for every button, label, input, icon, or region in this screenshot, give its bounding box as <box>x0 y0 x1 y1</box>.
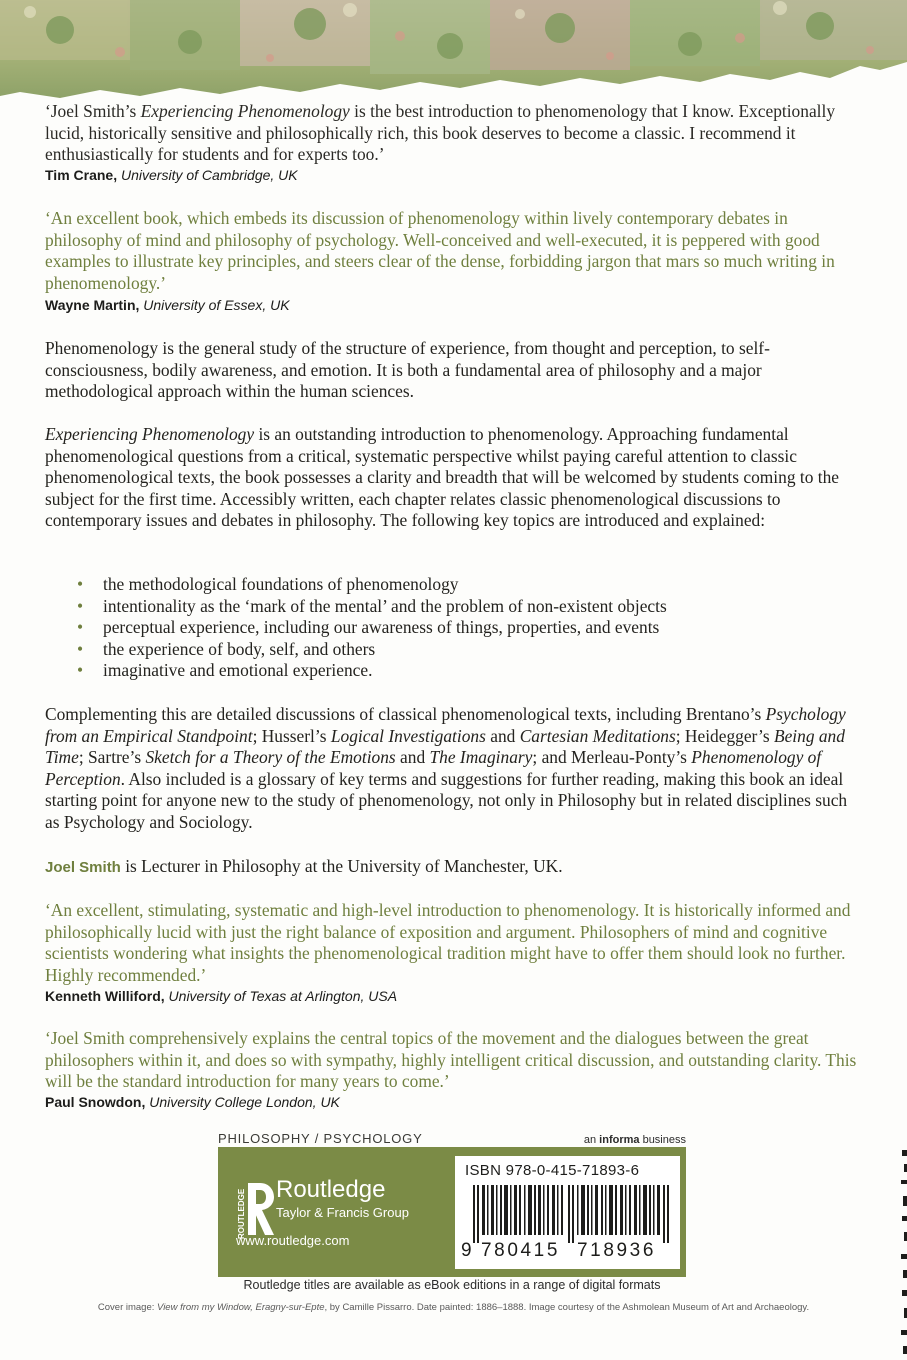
bullet-icon: • <box>77 574 84 594</box>
work-title: Logical Investigations <box>330 725 486 746</box>
bullet-icon: • <box>77 617 84 638</box>
tagline-text: business <box>639 1134 686 1146</box>
paragraph-text: . Also included is a glossary of key terms and suggestions for further reading, making this book an ideal starting point for anyone new to the study of phenomenology, not only in Philosophy but in related disciplines such as Psychology and Sociology. <box>45 768 848 832</box>
publisher-name: Routledge <box>276 1176 386 1203</box>
paragraph-text: and <box>485 725 520 746</box>
paragraph-text: Complementing this are detailed discussions of classical phenomenological texts, including Brentano’s <box>45 704 766 724</box>
book-title: Experiencing Phenomenology <box>140 101 350 121</box>
reviewer-affiliation: University of Essex, UK <box>143 297 290 313</box>
informa-brand: informa <box>599 1134 640 1146</box>
bullet-icon: • <box>77 595 84 616</box>
author-bio-text: is Lecturer in Philosophy at the University of Manchester, UK. <box>120 856 563 876</box>
reviewer-name: Tim Crane, <box>45 167 118 183</box>
paragraph-text: and <box>395 747 430 768</box>
reviewer-williford <box>45 987 397 1006</box>
work-title: The Imaginary <box>429 747 533 768</box>
reviewer-name: Wayne Martin, <box>45 297 140 313</box>
tagline-text: an <box>583 1134 600 1146</box>
reviewer-martin <box>45 296 290 315</box>
list-item <box>77 639 892 661</box>
ebook-availability-note: Routledge titles are available as eBook editions in a range of digital formats <box>243 1278 661 1292</box>
subject-category: PHILOSOPHY / PSYCHOLOGY <box>218 1131 423 1146</box>
review-quote-williford: ‘An excellent, stimulating, systematic and high-level introduction to phenomenology. It is historically informed and philosophically lucid with just the right balance of exposition and argument. Philosophers of mind and cognitive scientists wondering what insights the phenomenological tradition might have to offer them should look no further. Highly recommended.’ <box>45 900 851 985</box>
paragraph-text: ; and Merleau-Ponty’s <box>532 747 692 768</box>
reviewer-snowdon <box>45 1093 340 1112</box>
work-title: Cartesian Meditations <box>519 725 676 746</box>
topic-text: intentionality as the ‘mark of the mental’ and the problem of non-existent objects <box>103 595 667 616</box>
publisher-name-block <box>276 1177 409 1221</box>
barcode-digit-prefix: 9 <box>461 1240 472 1261</box>
work-title: Psychology from an Empirical Standpoint <box>45 704 846 746</box>
bullet-icon: • <box>77 660 84 681</box>
list-item <box>77 617 892 639</box>
paragraph-text: ; Husserl’s <box>252 725 331 746</box>
isbn-number: ISBN 978-0-415-71893-6 <box>465 1162 640 1179</box>
author-name: Joel Smith <box>45 859 121 876</box>
informa-business-tagline <box>584 1134 686 1146</box>
work-title: Sketch for a Theory of the Emotions <box>145 747 396 768</box>
topic-text: the methodological foundations of phenomenology <box>103 574 459 594</box>
category-row <box>218 1126 686 1146</box>
reviewer-affiliation: University of Cambridge, UK <box>121 167 298 183</box>
review-quote-snowdon: ‘Joel Smith comprehensively explains the central topics of the movement and the dialogues between the great philosophers within it, and does so with sympathy, highly intelligent critical discussion, and outstanding clarity. This will be the standard introduction for many years to come.’ <box>45 1028 857 1092</box>
work-title: Being and Time <box>45 725 845 768</box>
topic-text: imaginative and emotional experience. <box>103 660 373 681</box>
book-title: Experiencing Phenomenology <box>45 424 255 444</box>
barcode-digit-group: 718936 <box>577 1240 657 1261</box>
review-quote-crane <box>45 101 860 166</box>
paragraph-text: ; Heidegger’s <box>675 725 774 746</box>
key-topics-list <box>45 574 892 682</box>
publisher-url: www.routledge.com <box>236 1233 350 1248</box>
reviewer-affiliation: University College London, UK <box>149 1094 340 1110</box>
page-edge-decoration <box>899 1150 907 1360</box>
reviewer-affiliation: University of Texas at Arlington, USA <box>168 988 398 1004</box>
barcode-icon <box>473 1185 669 1243</box>
isbn-barcode <box>455 1156 680 1269</box>
cover-image-credit <box>0 1302 907 1313</box>
barcode-digit-group: 780415 <box>481 1240 561 1261</box>
painting-image <box>0 0 907 100</box>
description-paragraph-2 <box>45 424 860 532</box>
routledge-logo-icon <box>232 1177 278 1241</box>
quote-text: ‘Joel Smith’s <box>45 101 141 121</box>
publisher-panel <box>218 1147 686 1277</box>
list-item <box>77 596 892 618</box>
paragraph-text: ; Sartre’s <box>78 747 146 768</box>
list-item <box>77 574 892 596</box>
publisher-block <box>218 1126 686 1292</box>
painting-title: View from my Window, Eragny-sur-Epte <box>157 1302 325 1313</box>
topic-text: perceptual experience, including our awareness of things, properties, and events <box>103 617 660 638</box>
credit-text: , by Camille Pissarro. Date painted: 1886–1888. Image courtesy of the Ashmolean Museum of Art and Archaeology. <box>324 1302 810 1313</box>
reviewer-name: Kenneth Williford, <box>45 988 165 1004</box>
reviewer-crane <box>45 166 298 185</box>
reviewer-name: Paul Snowdon, <box>45 1094 146 1110</box>
bullet-icon: • <box>77 638 84 659</box>
description-paragraph-3 <box>45 704 860 834</box>
cover-painting <box>0 0 907 100</box>
description-paragraph-1: Phenomenology is the general study of the structure of experience, from thought and perception, to self-consciousness, bodily awareness, and emotion. It is both a fundamental area of philosophy and a major methodological approach within the human sciences. <box>45 338 770 402</box>
list-item <box>77 660 892 682</box>
quote-text: is the best introduction to phenomenology that I know. Exceptionally lucid, historically sensitive and philosophically rich, this book deserves to become a classic. I recommend it enthusiastically for students and for experts too.’ <box>45 101 836 165</box>
work-title: Phenomenology of Perception <box>45 747 822 789</box>
author-bio <box>45 856 860 879</box>
vertical-brand-text: ROUTLEDGE <box>237 1188 246 1239</box>
review-quote-martin: ‘An excellent book, which embeds its discussion of phenomenology within lively contemporary debates in philosophy of mind and philosophy of psychology. Well-conceived and well-executed, it is peppered with good examples to illustrate key principles, and steers clear of the dense, forbidding jargon that mars so much writing in phenomenology.’ <box>45 208 835 293</box>
credit-text: Cover image: <box>97 1302 158 1313</box>
publisher-group: Taylor & Francis Group <box>276 1205 409 1220</box>
topic-text: the experience of body, self, and others <box>103 638 376 659</box>
paragraph-text: is an outstanding introduction to phenomenology. Approaching fundamental phenomenological questions from a critical, systematic perspective whilst paying careful attention to classic phenomenological texts, the book possesses a clarity and breadth that will be welcomed by students coming to the subject for the first time. Accessibly written, each chapter relates classic phenomenological discussions to contemporary issues and debates in philosophy. The following key topics are introduced and explained: <box>45 424 839 531</box>
